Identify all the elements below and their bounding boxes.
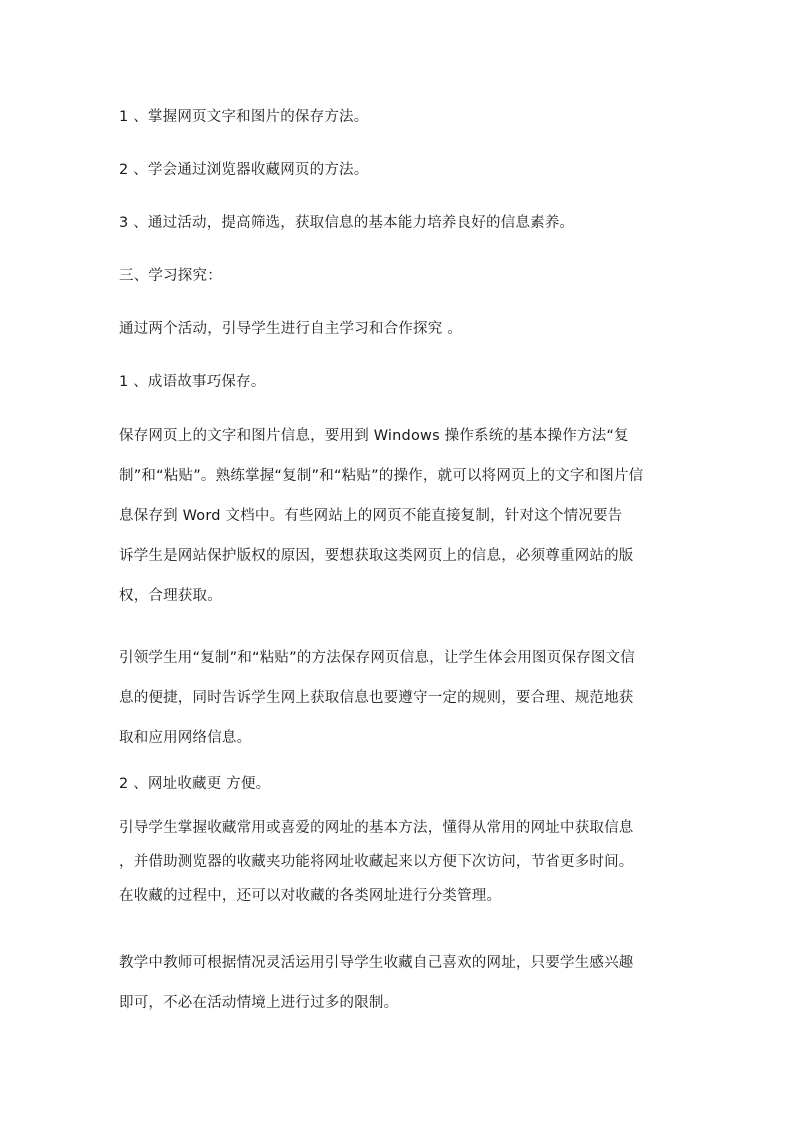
activity2-paragraph-1 bbox=[119, 818, 675, 906]
objective-2: 2 、学会通过浏览器收藏网页的方法。 bbox=[119, 162, 369, 178]
intro-paragraph: 通过两个活动，引导学生进行自主学习和合作探究 。 bbox=[119, 321, 462, 337]
paragraph-line: 保存网页上的文字和图片信息，要用到 Windows 操作系统的基本操作方法“复 bbox=[119, 428, 629, 444]
paragraph-line: 引领学生用“复制”和“粘贴”的方法保存网页信息，让学生体会用图页保存图文信 bbox=[119, 650, 635, 666]
objective-3: 3 、通过活动，提高筛选，获取信息的基本能力培养良好的信息素养。 bbox=[119, 215, 575, 231]
paragraph-line: 息保存到 Word 文档中。有些网站上的网页不能直接复制，针对这个情况要告 bbox=[119, 508, 623, 524]
paragraph-line: 息的便捷，同时告诉学生网上获取信息也要遵守一定的规则，要合理、规范地获 bbox=[119, 690, 634, 706]
paragraph-line: 制”和“粘贴”。熟练掌握“复制”和“粘贴”的操作，就可以将网页上的文字和图片信 bbox=[119, 468, 644, 484]
activity1-title: 1 、成语故事巧保存。 bbox=[119, 374, 266, 390]
paragraph-line: 取和应用网络信息。 bbox=[119, 730, 252, 746]
paragraph-line: 即可，不必在活动情境上进行过多的限制。 bbox=[119, 995, 399, 1011]
objective-1: 1 、掌握网页文字和图片的保存方法。 bbox=[119, 109, 369, 125]
activity2-paragraph-2 bbox=[119, 953, 675, 1013]
section-heading: 三、学习探究： bbox=[119, 268, 222, 284]
paragraph-line: 诉学生是网站保护版权的原因，要想获取这类网页上的信息，必须尊重网站的版 bbox=[119, 548, 634, 564]
activity1-paragraph-1 bbox=[119, 426, 675, 606]
activity1-paragraph-2 bbox=[119, 648, 675, 748]
activity2-title: 2 、网址收藏更 方便。 bbox=[119, 776, 271, 792]
paragraph-line: ，并借助测览器的收藏夹功能将网址收藏起来以方便下次访问，节省更多时间。 bbox=[119, 854, 634, 870]
paragraph-line: 在收藏的过程中，还可以对收藏的各类网址进行分类管理。 bbox=[119, 888, 502, 904]
paragraph-line: 引导学生掌握收藏常用或喜爱的网址的基本方法，懂得从常用的网址中获取信息 bbox=[119, 820, 634, 836]
paragraph-line: 教学中教师可根据情况灵活运用引导学生收藏自己喜欢的网址，只要学生感兴趣 bbox=[119, 955, 634, 971]
paragraph-line: 权，合理获取。 bbox=[119, 588, 222, 604]
